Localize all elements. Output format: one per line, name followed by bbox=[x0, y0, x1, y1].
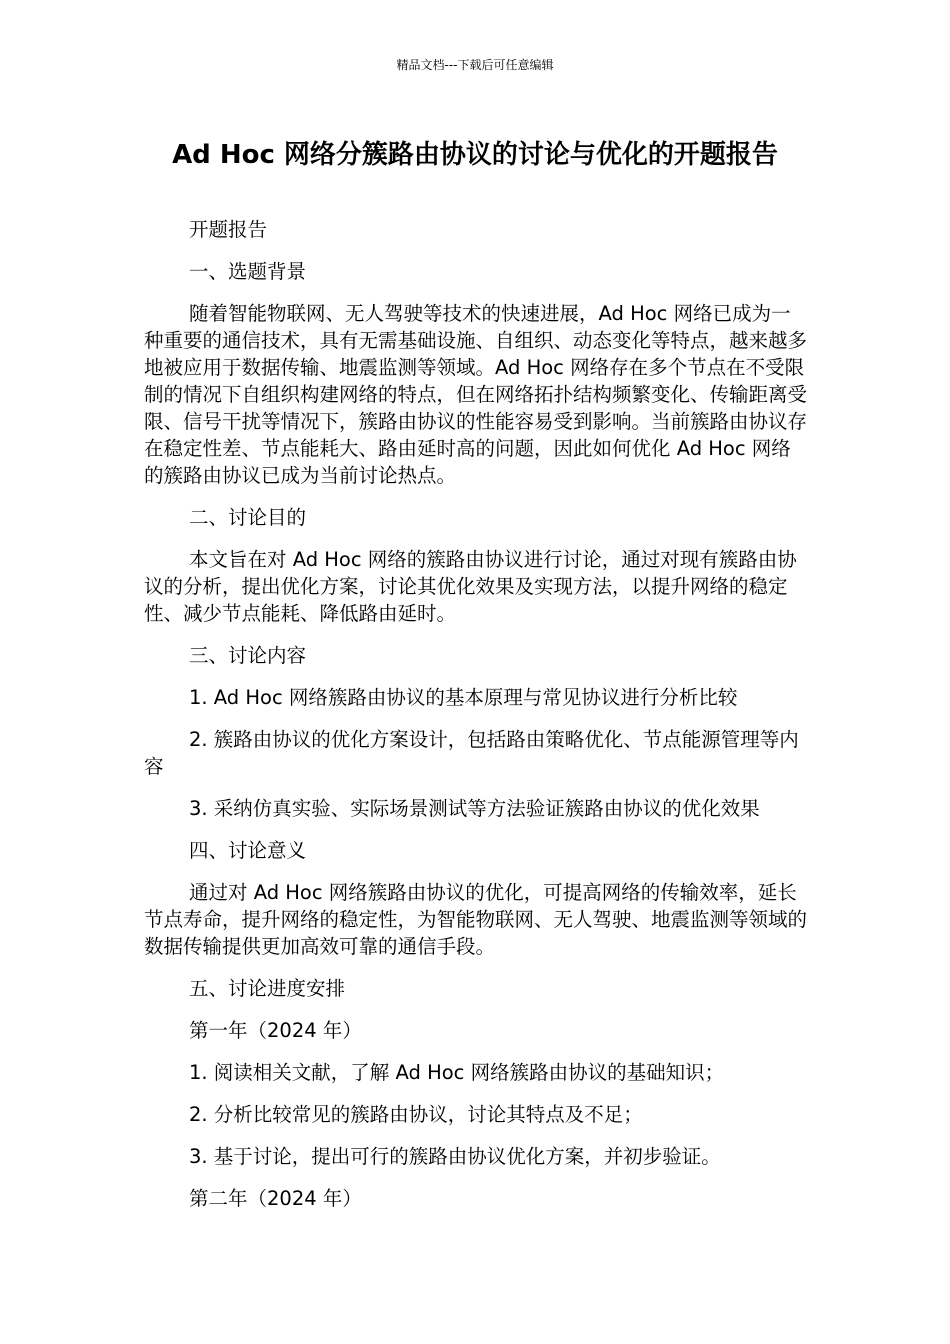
list-item-content-1: 1. Ad Hoc 网络簇路由协议的基本原理与常见协议进行分析比较 bbox=[189, 686, 738, 709]
list-item-year1-1: 1. 阅读相关文献，了解 Ad Hoc 网络簇路由协议的基础知识； bbox=[189, 1061, 725, 1084]
paragraph-report-label: 开题报告 bbox=[189, 218, 268, 241]
heading-purpose: 二、讨论目的 bbox=[189, 506, 307, 529]
header-note: 精品文档---下载后可任意编辑 bbox=[396, 58, 554, 72]
schedule-year-1: 第一年（2024 年） bbox=[189, 1019, 362, 1042]
document-title: Ad Hoc 网络分簇路由协议的讨论与优化的开题报告 bbox=[172, 140, 778, 170]
list-item-year1-2: 2. 分析比较常见的簇路由协议，讨论其特点及不足； bbox=[189, 1103, 643, 1126]
document-body bbox=[144, 216, 808, 1227]
list-item-content-3: 3. 采纳仿真实验、实际场景测试等方法验证簇路由协议的优化效果 bbox=[189, 797, 760, 820]
schedule-year-2: 第二年（2024 年） bbox=[189, 1187, 362, 1210]
list-item-year1-3: 3. 基于讨论，提出可行的簇路由协议优化方案，并初步验证。 bbox=[189, 1145, 721, 1168]
list-item-content-2: 2. 簇路由协议的优化方案设计，包括路由策略优化、节点能源管理等内容 bbox=[144, 728, 799, 778]
paragraph-background: 随着智能物联网、无人驾驶等技术的快速进展，Ad Hoc 网络已成为一种重要的通信技术，具有无需基础设施、自组织、动态变化等特点，越来越多地被应用于数据传输、地震监测等领域。Ad Hoc 网络存在多个节点在不受限制的情况下自组织构建网络的特点，但在网络拓扑结构频繁变化、传输距离受限、信号干扰等情况下，簇路由协议的性能容易受到影响。当前簇路由协议存在稳定性差、节点能耗大、路由延时高的问题，因此如何优化 Ad Hoc 网络的簇路由协议已成为当前讨论热点。 bbox=[144, 302, 808, 487]
heading-significance: 四、讨论意义 bbox=[189, 839, 307, 862]
heading-schedule: 五、讨论进度安排 bbox=[189, 977, 346, 1000]
paragraph-significance: 通过对 Ad Hoc 网络簇路由协议的优化，可提高网络的传输效率，延长节点寿命，提升网络的稳定性，为智能物联网、无人驾驶、地震监测等领域的数据传输提供更加高效可靠的通信手段。 bbox=[144, 881, 808, 958]
paragraph-purpose: 本文旨在对 Ad Hoc 网络的簇路由协议进行讨论，通过对现有簇路由协议的分析，提出优化方案，讨论其优化效果及实现方法，以提升网络的稳定性、减少节点能耗、降低路由延时。 bbox=[144, 548, 797, 625]
heading-content: 三、讨论内容 bbox=[189, 644, 307, 667]
heading-background: 一、选题背景 bbox=[189, 260, 307, 283]
